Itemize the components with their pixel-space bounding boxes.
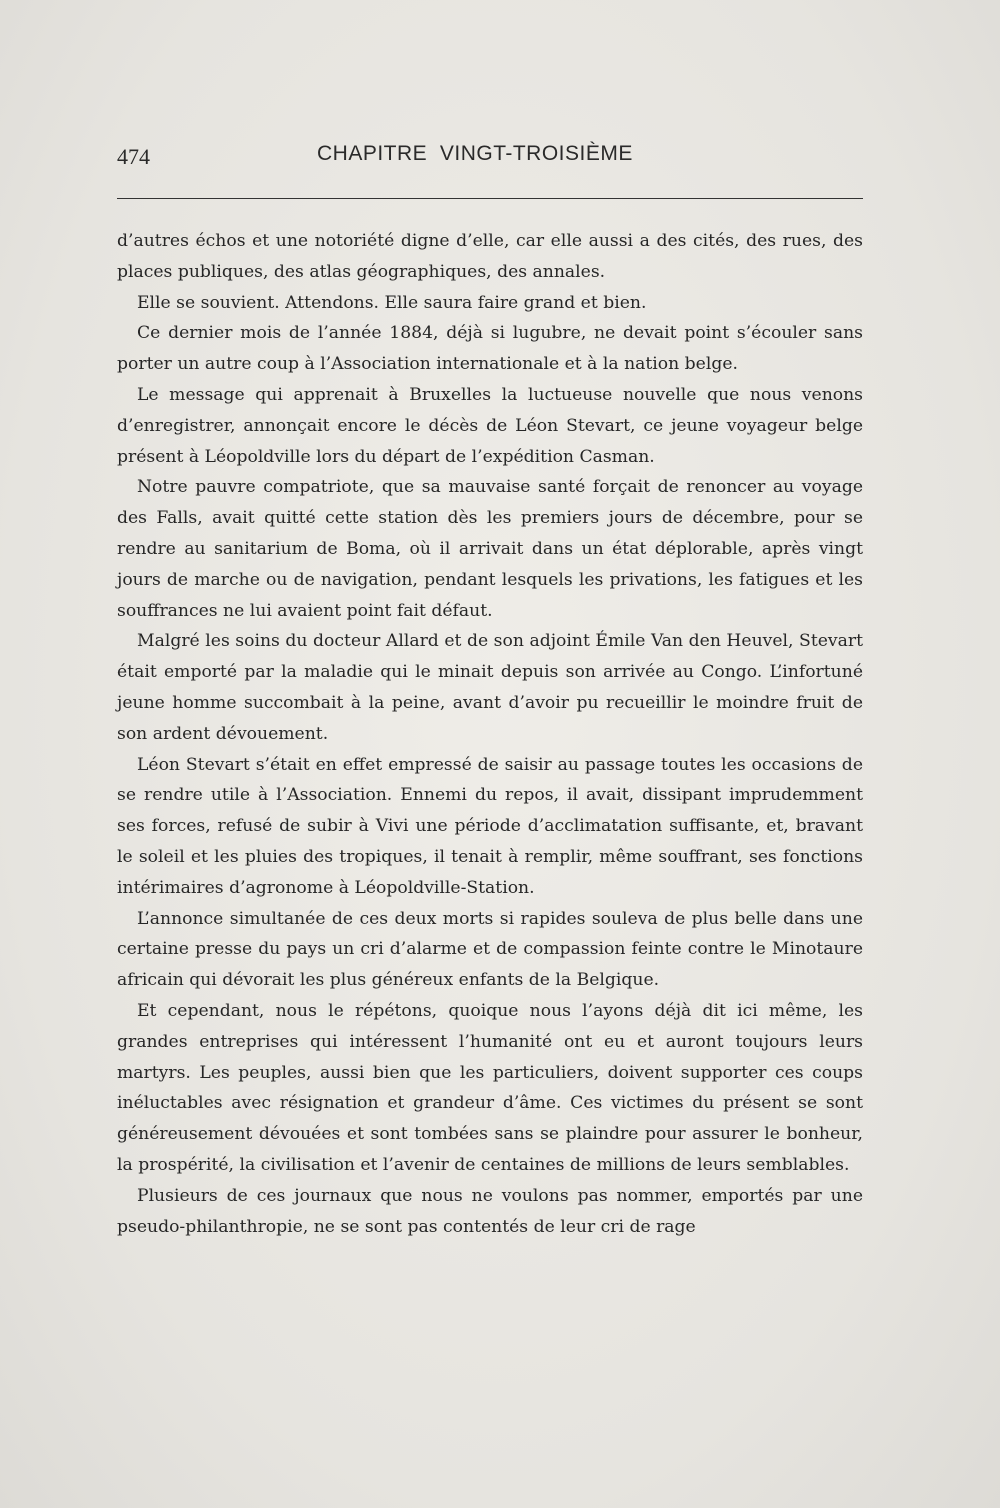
running-title: CHAPITRE VINGT-TROISIÈME [317,142,633,165]
paragraph: Notre pauvre compatriote, que sa mauvaise santé forçait de renoncer au voyage des Falls, avait quitté cette station dès les premiers jours de décembre, pour se rendre au sanitarium de Boma, où il arrivait dans un état déplorable, après vingt jours de marche ou de navigation, pendant lesquels les privations, les fatigues et les souffrances ne lui avaient point fait défaut. [117,477,863,621]
paragraph: L’annonce simultanée de ces deux morts si rapides souleva de plus belle dans une certaine presse du pays un cri d’alarme et de compassion feinte contre le Minotaure africain qui dévorait les plus généreux enfants de la Belgique. [117,908,863,991]
paragraph: Ce dernier mois de l’année 1884, déjà si lugubre, ne devait point s’écouler sans porter un autre coup à l’Association internationale et à la nation belge. [117,323,863,375]
paragraph: Plusieurs de ces journaux que nous ne voulons pas nommer, emportés par une pseudo-philanthropie, ne se sont pas contentés de leur cri de rage [117,1185,863,1237]
paragraph-continued: d’autres échos et une notoriété digne d’elle, car elle aussi a des cités, des rues, des places publiques, des atlas géographiques, des annales. [117,231,863,282]
header-rule [117,198,863,199]
paragraph: Le message qui apprenait à Bruxelles la luctueuse nouvelle que nous venons d’enregistrer, annonçait encore le décès de Léon Stevart, ce jeune voyageur belge présent à Léopoldville lors du départ de l’expédition Casman. [117,384,863,467]
page-header [117,142,863,172]
paragraph: Léon Stevart s’était en effet empressé de saisir au passage toutes les occasions de se rendre utile à l’Association. Ennemi du repos, il avait, dissipant imprudemment ses forces, refusé de subir à Vivi une période d’acclimatation suffisante, et, bravant le soleil et les pluies des tropiques, il tenait à remplir, même souffrant, ses fonctions intérimaires d’agronome à Léopoldville-Station. [117,754,863,898]
paragraph: Elle se souvient. Attendons. Elle saura faire grand et bien. [137,292,647,313]
paragraph: Et cependant, nous le répétons, quoique nous l’ayons déjà dit ici même, les grandes entreprises qui intéressent l’humanité ont eu et auront toujours leurs martyrs. Les peuples, aussi bien que les particuliers, doivent supporter ces coups inéluctables avec résignation et grandeur d’âme. Ces victimes du présent se sont généreusement dévouées et sont tombées sans se plaindre pour assurer le bonheur, la prospérité, la civilisation et l’avenir de centaines de millions de leurs semblables. [117,1000,863,1175]
page-number: 474 [117,144,150,169]
paragraph: Malgré les soins du docteur Allard et de son adjoint Émile Van den Heuvel, Stevart était emporté par la maladie qui le minait depuis son arrivée au Congo. L’infortuné jeune homme succombait à la peine, avant d’avoir pu recueillir le moindre fruit de son ardent dévouement. [117,631,863,744]
body-text [117,226,863,1242]
